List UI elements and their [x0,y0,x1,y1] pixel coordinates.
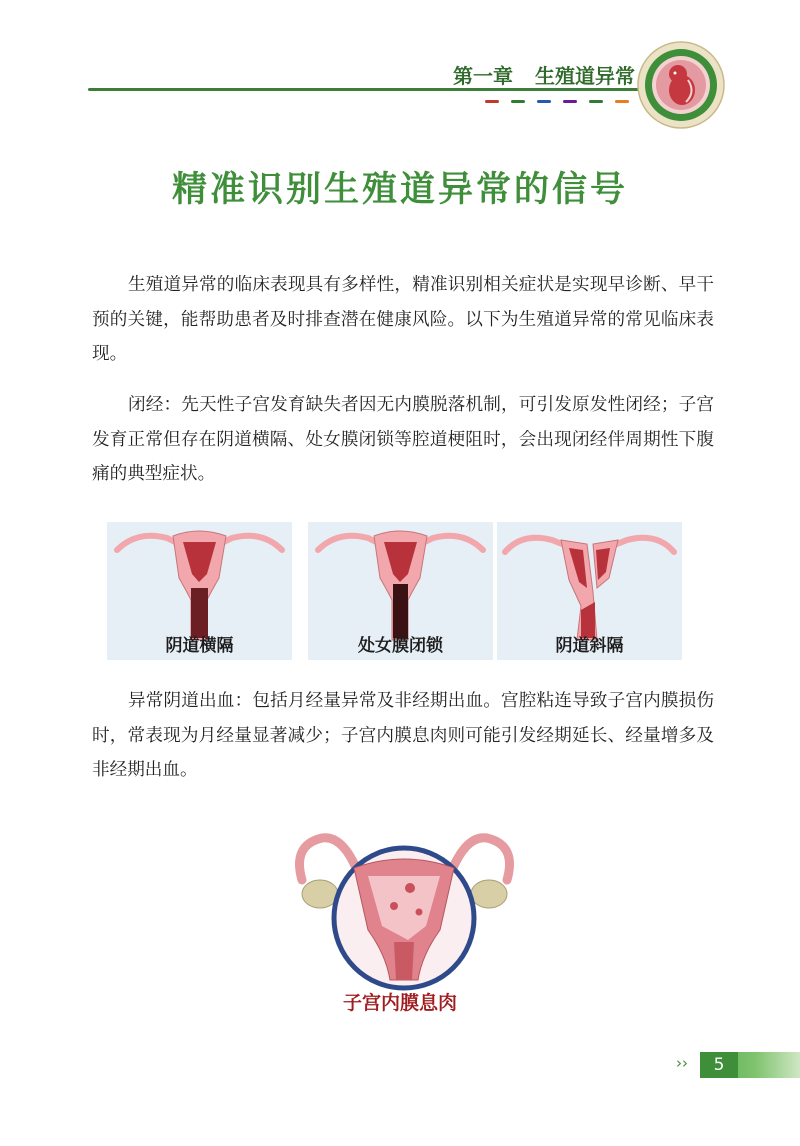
dash [563,100,577,103]
bleeding-paragraph: 异常阴道出血：包括月经量异常及非经期出血。宫腔粘连导致子宫内膜损伤时，常表现为月经量显著减少；子宫内膜息肉则可能引发经期延长、经量增多及非经期出血。 [92,691,714,780]
page-title: 精准识别生殖道异常的信号 [171,169,628,210]
figure-oblique-septum [497,522,682,660]
dash [589,100,603,103]
chapter-label: 第一章 [453,64,513,88]
intro-paragraph: 生殖道异常的临床表现具有多样性，精准识别相关症状是实现早诊断、早干预的关键，能帮助患者及时排查潜在健康风险。以下为生殖道异常的常见临床表现。 [92,275,714,364]
section-label: 生殖道异常 [535,64,635,88]
dash [615,100,629,103]
fetus-emblem-icon [636,40,726,130]
figure-label: 处女膜闭锁 [358,636,443,656]
amenorrhea-paragraph: 闭经：先天性子宫发育缺失者因无内膜脱落机制，可引发原发性闭经；子宫发育正常但存在阴道横隔、处女膜闭锁等腔道梗阻时，会出现闭经伴周期性下腹痛的典型症状。 [92,395,714,484]
figure-label: 阴道横隔 [165,636,234,656]
header-color-dashes [485,100,635,104]
dash [537,100,551,103]
polyp-figure-label: 子宫内膜息肉 [342,992,457,1014]
figure-label: 阴道斜隔 [555,636,624,656]
header-rule [88,88,648,91]
dash [485,100,499,103]
running-header [453,60,635,89]
page-number: 5 [700,1052,738,1078]
dash [511,100,525,103]
figure-transverse-septum [107,522,292,660]
figure-imperforate-hymen [308,522,493,660]
footer-arrows: ›› [676,1054,688,1072]
